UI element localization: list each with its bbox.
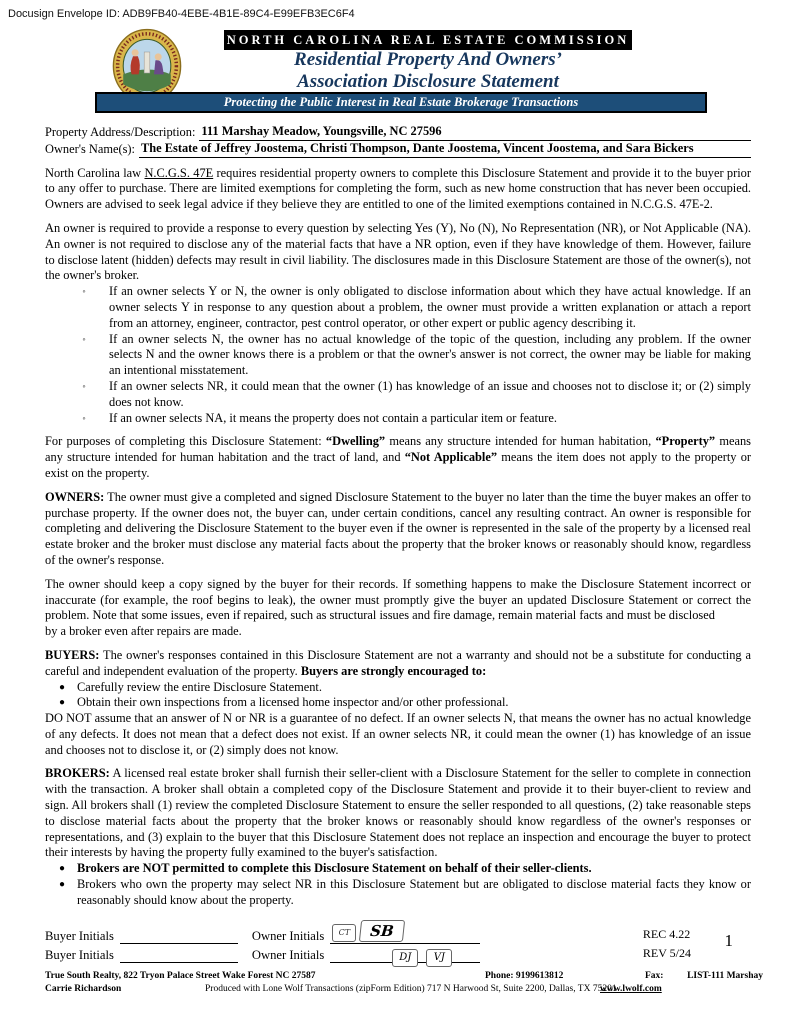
text-segment: The owner's responses contained in this Disclosure Statement are not a warranty and should not be a substitute for conducting a careful and independent evaluation of the property. xyxy=(45,647,751,678)
bullet-text: Brokers are NOT permitted to complete this Disclosure Statement on behalf of their seller-clients. xyxy=(77,861,592,876)
footer-listing-reference: LIST-111 Marshay xyxy=(687,970,763,981)
document-title-line2: Association Disclosure Statement xyxy=(297,71,559,92)
property-address-value[interactable]: 111 Marshay Meadow, Youngsville, NC 27596 xyxy=(199,124,751,141)
owners-names-label: Owner's Name(s): xyxy=(45,141,135,156)
list-item xyxy=(45,284,751,331)
text-segment: For purposes of completing this Disclosure Statement: xyxy=(45,434,326,449)
paragraph-response-options: An owner is required to provide a response to every question by selecting Yes (Y), No (N), No Representation (NR), or Not Applicable (NA). An owner is not required to disclose any of the material facts that have a NR option, even if they have knowledge of them. However, failure to disclose latent (hidden) defects may result in civil liability. The disclosures made in this Disclosure Statement are those of the owner(s), not the owner's broker. xyxy=(45,220,751,283)
property-address-line xyxy=(45,124,751,141)
tagline-banner: Protecting the Public Interest in Real Estate Brokerage Transactions xyxy=(95,92,707,113)
paragraph-brokers xyxy=(45,766,751,861)
text-segment: OWNERS: xyxy=(45,489,105,504)
text-segment: means any structure intended for human habitation and the tract of land, and xyxy=(45,434,751,465)
text-segment: BUYERS: xyxy=(45,647,100,662)
bullet-text: If an owner selects N, the owner has no actual knowledge of the topic of the question, including any problem. If the owner selects N and the owner knows there is a problem or that the owner's answer is not correct, the owner may be liable for making an intentional misstatement. xyxy=(109,331,751,378)
buyer-initials-field[interactable] xyxy=(120,929,238,944)
text-segment: N.C.G.S. 47E xyxy=(144,165,214,180)
property-address-label: Property Address/Description: xyxy=(45,125,196,139)
bullet-text: Brokers who own the property may select NR in this Disclosure Statement but are obligated to disclose material facts they know or reasonably should know about the property. xyxy=(77,877,751,907)
footer-phone-value: 9199613812 xyxy=(515,970,564,981)
text-segment: “Property” xyxy=(655,434,716,449)
bullet-text: If an owner selects NA, it means the property does not contain a particular item or feature. xyxy=(109,410,557,425)
paragraph-do-not: DO NOT assume that an answer of N or NR is a guarantee of no defect. If an owner selects N, that means the owner has no actual knowledge of any defects. It does not mean that a defect does not exist. If an owner selects NR, it could mean the owner (1) has knowledge of an issue and chooses not to disclose it, or (2) simply does not know. xyxy=(45,711,751,757)
rev-version: REV 5/24 xyxy=(642,945,691,960)
buyer-initials-label: Buyer Initials xyxy=(45,928,114,943)
footer-agent-name: Carrie Richardson xyxy=(45,983,122,994)
owner-initial-stamp-ct[interactable]: CT xyxy=(332,924,356,942)
footer-phone-label: Phone: xyxy=(485,970,514,981)
document-body xyxy=(45,124,751,909)
paragraph-buyers xyxy=(45,648,751,680)
paragraph-law xyxy=(45,166,751,213)
selection-bullet-list xyxy=(45,284,751,426)
owner-initials-label: Owner Initials xyxy=(251,947,325,962)
paragraph-keep-copy xyxy=(45,577,751,640)
brokers-bullet-list xyxy=(45,861,751,908)
text-segment: A licensed real estate broker shall furnish their seller-client with a Disclosure Statement for the seller to complete in connection with the transaction. A broker shall obtain a completed copy of the Disclosure Statement and provide it to their buyer-client to review and sign. All brokers shall (1) review the completed Disclosure Statement to ensure the seller responded to all questions, (2) take reasonable steps to disclose material facts about the property that the broker knows or reasonably should know regardless of the owner's responses or representations, and (3) explain to the buyer that this Disclosure Statement does not replace an inspection and encourage the buyer to protect their interests by having the property fully examined to the buyer's satisfaction. xyxy=(45,766,751,860)
owner-initials-field[interactable] xyxy=(330,943,480,963)
owners-names-value[interactable]: The Estate of Jeffrey Joostema, Christi Thompson, Dante Joostema, Vincent Joostema, and Sara Bickers xyxy=(139,141,751,158)
text-segment: means the item does not apply to the property or exist on the property. xyxy=(45,450,752,480)
text-segment: North Carolina law xyxy=(45,165,145,180)
bullet-text: If an owner selects Y or N, the owner is only obligated to disclose information about which they have actual knowledge. If an owner selects Y in response to any question about a problem, the owner must provide a written explanation or attach a report from an attorney, engineer, contractor, pest control operator, or other expert or public agency describing it. xyxy=(109,284,751,330)
list-item xyxy=(45,861,751,877)
document-header xyxy=(0,26,791,110)
footer-phone xyxy=(485,971,563,981)
footer-fax-label: Fax: xyxy=(645,970,664,981)
buyer-initials-field[interactable] xyxy=(120,948,238,963)
bullet-text: Carefully review the entire Disclosure Statement. xyxy=(77,679,322,694)
bullet-text: If an owner selects NR, it could mean that the owner (1) has knowledge of an issue and chooses not to disclose it; or (2) simply does not know. xyxy=(109,378,751,409)
list-item xyxy=(45,695,751,711)
list-item xyxy=(45,877,751,909)
document-title-line1: Residential Property And Owners’ xyxy=(294,49,562,70)
text-segment: by a broker even after repairs are made. xyxy=(45,624,242,639)
bullet-text: Obtain their own inspections from a licensed home inspector and/or other professional. xyxy=(77,695,509,710)
list-item xyxy=(45,379,751,411)
office-footer xyxy=(45,971,763,1001)
bullet-icon: ◦ xyxy=(82,286,86,297)
owners-names-line xyxy=(45,141,751,158)
owner-initial-stamp-dj[interactable]: DJ xyxy=(392,949,418,967)
list-item xyxy=(45,411,751,427)
paragraph-owners xyxy=(45,490,751,569)
text-segment: requires residential property owners to complete this Disclosure Statement and provide it to the buyer prior to any offer to purchase. There are limited exemptions for completing the form, such as new home construction that has never been occupied. Owners are advised to seek legal advice if they believe they are entitled to one of the limited exemptions contained in N.C.G.S. 47E-2. xyxy=(45,165,751,212)
bullet-icon: ● xyxy=(58,863,66,875)
bullet-icon: ● xyxy=(58,681,66,693)
text-segment: means any structure intended for human habitation, xyxy=(385,434,656,449)
bullet-icon: ◦ xyxy=(82,412,86,423)
initials-section xyxy=(45,921,751,963)
bullet-icon: ◦ xyxy=(82,333,86,344)
text-segment: The owner should keep a copy signed by the buyer for their records. If something happens to make the Disclosure Statement incorrect or inaccurate (for example, the roof begins to leak), the owner must promptly give the buyer an updated Disclosure Statement or correct the problem. Note that some issues, even if repaired, such as structural issues and fire damage, remain material facts and must be disclosed xyxy=(45,576,751,623)
bullet-icon: ◦ xyxy=(82,380,86,391)
bullet-icon: ● xyxy=(58,697,66,709)
owner-initial-stamp-sb[interactable]: SB xyxy=(359,920,405,942)
footer-website-link[interactable]: www.lwolf.com xyxy=(600,983,662,994)
text-segment: Buyers are strongly encouraged to: xyxy=(300,663,487,678)
text-segment: The owner must give a completed and signed Disclosure Statement to the buyer no later than the time the buyer makes an offer to purchase property. If the owner does not, the buyer can, under certain conditions, cancel any resulting contract. An owner is responsible for completing and delivering the Disclosure Statement to the buyer even if the owner is represented in the sale of the property by a licensed real estate broker and the broker must disclose any material facts about the property that the broker knows or reasonably should know, regardless of the owner's response. xyxy=(45,489,751,567)
revision-block xyxy=(643,925,691,963)
owner-initials-label: Owner Initials xyxy=(251,928,325,943)
commission-banner: NORTH CAROLINA REAL ESTATE COMMISSION xyxy=(224,30,632,50)
list-item xyxy=(45,680,751,696)
text-segment: “Not Applicable” xyxy=(404,450,498,465)
text-segment: BROKERS: xyxy=(45,766,110,781)
buyers-bullet-list xyxy=(45,680,751,712)
owner-initials-field[interactable] xyxy=(330,921,480,944)
page-number: 1 xyxy=(724,930,733,950)
rec-version: REC 4.22 xyxy=(642,926,691,941)
bullet-icon: ● xyxy=(58,879,66,891)
buyer-initials-label: Buyer Initials xyxy=(45,947,114,962)
footer-produced-line: Produced with Lone Wolf Transactions (zipForm Edition) 717 N Harwood St, Suite 2200, Dallas, TX 75201 xyxy=(205,983,617,994)
paragraph-definitions xyxy=(45,434,751,481)
text-segment: “Dwelling” xyxy=(325,434,386,449)
list-item xyxy=(45,332,751,379)
docusign-envelope-id: Docusign Envelope ID: ADB9FB40-4EBE-4B1E-89C4-E99EFB3EC6F4 xyxy=(8,8,355,20)
document-page xyxy=(0,8,791,1001)
footer-firm-address: True South Realty, 822 Tryon Palace Street Wake Forest NC 27587 xyxy=(45,970,316,981)
owner-initial-stamp-vj[interactable]: VJ xyxy=(426,949,452,967)
